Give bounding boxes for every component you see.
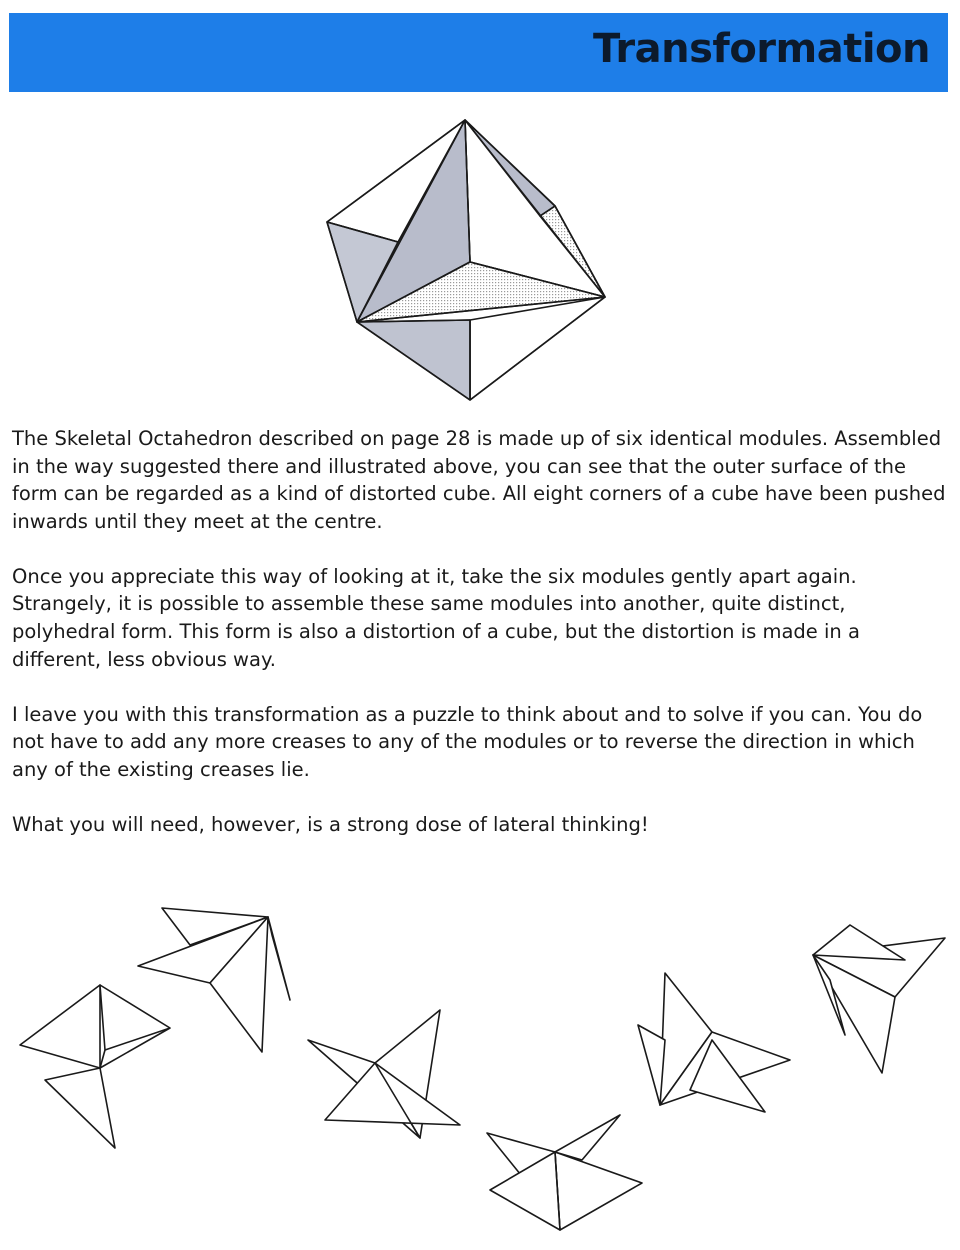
paragraph-3: I leave you with this transformation as a puzzle to think about and to solve if you can. You do not have to add any more creases to any of the modules or to reverse the direction in which any of the existing creases lie. bbox=[12, 702, 923, 781]
body-text bbox=[12, 425, 947, 866]
title-banner bbox=[9, 13, 948, 92]
paragraph-4: What you will need, however, is a strong dose of lateral thinking! bbox=[12, 813, 649, 837]
module-3 bbox=[308, 1010, 460, 1138]
skeletal-octahedron-illustration bbox=[310, 110, 630, 410]
paragraph-1: The Skeletal Octahedron described on page 28 is made up of six identical modules. Assembled in the way suggested there and illustrated above, you can see that the outer surface of the form can be regarded as a kind of distorted cube. All eight corners of a cube have been pushed inwards until they meet at the centre. bbox=[12, 427, 946, 533]
module-1 bbox=[20, 985, 170, 1148]
module-5 bbox=[638, 973, 790, 1112]
page-title: Transformation bbox=[593, 26, 930, 72]
paragraph-2: Once you appreciate this way of looking at it, take the six modules gently apart again. Strangely, it is possible to assemble these same modules into another, quite distinct, polyhedral form. This form is also a distortion of a cube, but the distortion is made in a different, less obvious way. bbox=[12, 564, 860, 671]
module-6 bbox=[813, 925, 945, 1073]
module-4 bbox=[487, 1115, 642, 1230]
six-separated-modules-illustration bbox=[0, 880, 960, 1250]
